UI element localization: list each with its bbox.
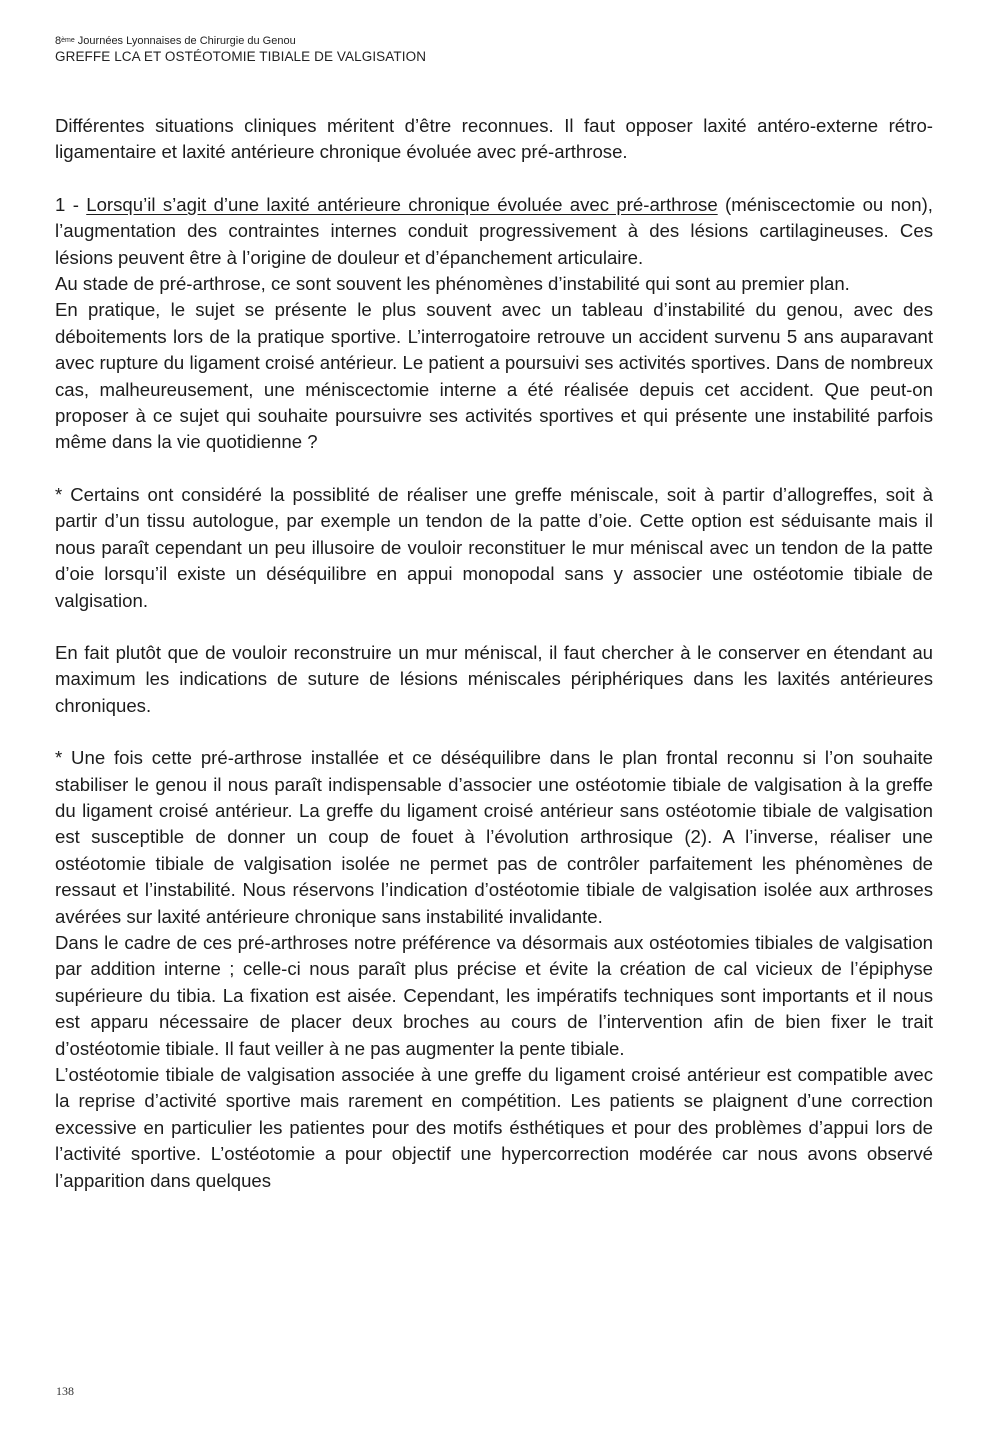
paragraph-intro: Différentes situations cliniques méritent d’être reconnues. Il faut opposer laxité antéro-externe rétro-ligamentaire et laxité antérieure chronique évoluée avec pré-arthrose. — [55, 115, 933, 163]
running-header — [55, 34, 426, 65]
paragraph-greffe-meniscale: * Certains ont considéré la possiblité de réaliser une greffe méniscale, soit à partir d’allogreffes, soit à partir d’un tissu autologue, par exemple un tendon de la patte d’oie. Cette option est séduisante mais il nous paraît cependant un peu illusoire de vouloir reconstituer le mur méniscal avec un tendon de la patte d’oie lorsqu’il existe un déséquilibre en appui monopodal sans y associer une ostéotomie tibiale de valgisation. — [55, 483, 933, 611]
paragraph-pre-arthrose: Au stade de pré-arthrose, ce sont souvent les phénomènes d’instabilité qui sont au premier plan. — [55, 273, 850, 295]
paragraph-conserver-mur: En fait plutôt que de vouloir reconstruire un mur méniscal, il faut chercher à le conserver en étendant au maximum les indications de suture de lésions méniscales périphériques dans les laxités antérieures chroniques. — [55, 641, 933, 716]
page-number: 138 — [56, 1384, 74, 1398]
body-text — [55, 113, 933, 1194]
paragraph-addition-interne: Dans le cadre de ces pré-arthroses notre préférence va désormais aux ostéotomies tibiales de valgisation par addition interne ; celle-ci nous paraît plus précise et évite la création de cal vicieux de l’épiphyse supérieure du tibia. La fixation est aisée. Cependant, les impératifs techniques sont importants et il nous est apparu nécessaire de placer deux broches au cours de l’intervention afin de bien fixer le trait d’ostéotomie tibiale. Il faut veiller à ne pas augmenter la pente tibiale. — [55, 931, 933, 1059]
paragraph-case-1 — [55, 192, 933, 271]
paragraph-osteotomie-indication: * Une fois cette pré-arthrose installée et ce déséquilibre dans le plan frontal reconnu si l’on souhaite stabiliser le genou il nous paraît indispensable d’associer une ostéotomie tibiale de valgisation à la greffe du ligament croisé antérieur. La greffe du ligament croisé antérieur sans ostéotomie tibiale de valgisation est susceptible de donner un coup de fouet à l’évolution arthrosique (2). A l’inverse, réaliser une ostéotomie tibiale de valgisation isolée ne permet pas de contrôler parfaitement les phénomènes de ressaut et l’instabilité. Nous réservons l’indication d’ostéotomie tibiale de valgisation isolée aux arthroses avérées sur laxité antérieure chronique sans instabilité invalidante. — [55, 747, 933, 927]
conference-ordinal-suffix: ème — [61, 37, 75, 44]
conference-title: Journées Lyonnaises de Chirurgie du Genou — [74, 35, 296, 47]
paragraph-pratique: En pratique, le sujet se présente le plus souvent avec un tableau d’instabilité du genou, avec des déboitements lors de la pratique sportive. L’interrogatoire retrouve un accident survenu 5 ans auparavant avec rupture du ligament croisé antérieur. Le patient a poursuivi ses activités sportives. Dans de nombreux cas, malheureusement, une méniscectomie interne a été réalisée depuis cet accident. Que peut-on proposer à ce sujet qui souhaite poursuivre ses activités sportives et qui présente une instabilité parfois même dans la vie quotidienne ? — [55, 299, 933, 453]
case-1-heading: Lorsqu’il s’agit d’une laxité antérieure chronique évoluée avec pré-arthrose — [86, 193, 718, 215]
conference-ordinal: 8 — [55, 35, 62, 47]
paragraph-reprise-sport: L’ostéotomie tibiale de valgisation associée à une greffe du ligament croisé antérieur est compatible avec la reprise d’activité sportive mais rarement en compétition. Les patients se plaignent d’une correction excessive en particulier les patientes pour des motifs ésthétiques et pour des problèmes d’appui lors de l’activité sportive. L’ostéotomie a pour objectif une hypercorrection modérée car nous avons observé l’apparition dans quelques — [55, 1064, 933, 1191]
chapter-title: GREFFE LCA ET OSTÉOTOMIE TIBIALE DE VALGISATION — [55, 49, 427, 64]
conference-name — [55, 34, 426, 48]
case-1-text: (méniscectomie ou non), l’augmentation des contraintes internes conduit progressivement à des lésions cartilagineuses. Ces lésions peuvent être à l’origine de douleur et d’épanchement articulaire. — [55, 193, 933, 268]
case-number: 1 - — [55, 193, 87, 215]
